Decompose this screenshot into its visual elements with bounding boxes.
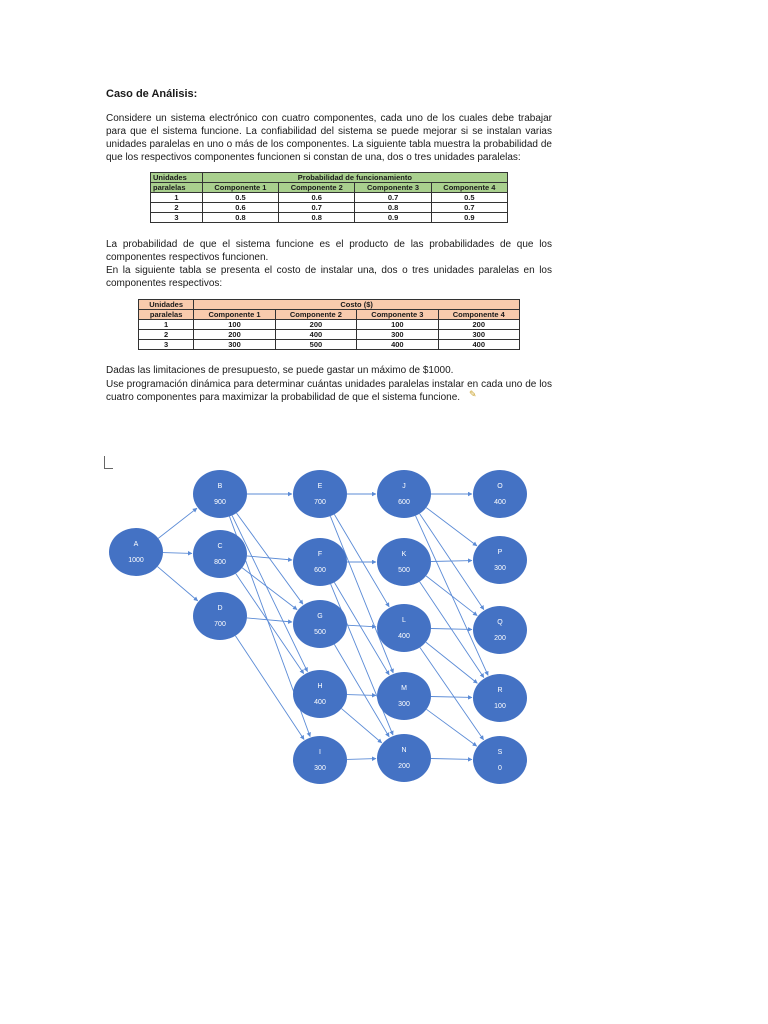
- edge-E-M: [330, 516, 393, 673]
- edge-N-S: [431, 758, 472, 759]
- table-cell: 0.8: [279, 213, 355, 223]
- edge-C-G: [242, 568, 297, 610]
- table-cell: 400: [275, 330, 356, 340]
- table-cell: 300: [357, 330, 438, 340]
- node-H: [293, 670, 347, 718]
- units-cell: 3: [151, 213, 203, 223]
- node-F: [293, 538, 347, 586]
- units-header: Unidades: [151, 173, 203, 183]
- column-header: Componente 2: [279, 183, 355, 193]
- node-circle: [473, 674, 527, 722]
- table-cell: 0.9: [431, 213, 507, 223]
- node-circle: [293, 470, 347, 518]
- units-header-2: paralelas: [151, 183, 203, 193]
- cost-intro-paragraph: En la siguiente tabla se presenta el costo de instalar una, dos o tres unidades paralelas en los componentes respectivos:: [106, 265, 552, 289]
- edge-K-Q: [426, 576, 477, 616]
- node-label: M: [401, 685, 407, 692]
- case-title: Caso de Análisis:: [106, 88, 198, 100]
- table-cell: 0.5: [202, 193, 278, 203]
- node-label: O: [497, 483, 503, 490]
- node-label: G: [317, 613, 323, 620]
- edge-D-I: [235, 636, 304, 740]
- node-value: 200: [398, 763, 410, 770]
- node-label: J: [402, 483, 406, 490]
- node-R: [473, 674, 527, 722]
- edge-H-M: [347, 695, 376, 696]
- table-cell: 0.8: [202, 213, 278, 223]
- node-P: [473, 536, 527, 584]
- node-label: C: [217, 543, 223, 550]
- intro-paragraph: Considere un sistema electrónico con cuatro componentes, cada uno de los cuales debe trabajar para que el sistema funcione. La confiabilidad del sistema se puede mejorar si se instalan varias unidades paralelas en uno o más de los componentes. La siguiente tabla muestra la probabilidad de que los respectivos componentes funcionen si constan de una, dos o tres unidades paralelas:: [106, 113, 552, 163]
- table-cell: 0.5: [431, 193, 507, 203]
- node-I: [293, 736, 347, 784]
- node-value: 600: [398, 499, 410, 506]
- pencil-icon: ✎: [469, 389, 477, 399]
- node-value: 200: [494, 635, 506, 642]
- table-cell: 300: [194, 340, 275, 350]
- node-O: [473, 470, 527, 518]
- units-cell: 2: [151, 203, 203, 213]
- units-cell: 1: [139, 320, 194, 330]
- node-value: 1000: [128, 557, 144, 564]
- node-circle: [377, 604, 431, 652]
- edge-J-P: [426, 508, 477, 546]
- node-circle: [293, 736, 347, 784]
- node-D: [193, 592, 247, 640]
- column-header: Componente 3: [357, 310, 438, 320]
- node-K: [377, 538, 431, 586]
- node-B: [193, 470, 247, 518]
- edge-A-B: [158, 508, 197, 538]
- table-cell: 200: [194, 330, 275, 340]
- edge-G-L: [347, 625, 376, 627]
- node-C: [193, 530, 247, 578]
- node-label: H: [317, 683, 323, 690]
- node-circle: [377, 470, 431, 518]
- node-label: A: [133, 541, 139, 548]
- units-header-2: paralelas: [139, 310, 194, 320]
- node-A: [109, 528, 163, 576]
- node-circle: [193, 470, 247, 518]
- node-circle: [293, 538, 347, 586]
- cost-group-header: Costo ($): [194, 300, 520, 310]
- budget-paragraph: Dadas las limitaciones de presupuesto, se puede gastar un máximo de $1000.: [106, 365, 454, 376]
- table-cell: 0.9: [355, 213, 431, 223]
- node-label: S: [497, 749, 503, 756]
- table-cell: 200: [438, 320, 519, 330]
- column-header: Componente 4: [438, 310, 519, 320]
- edge-D-G: [247, 618, 292, 622]
- table-cell: 0.7: [431, 203, 507, 213]
- node-value: 100: [494, 703, 506, 710]
- node-label: E: [317, 483, 323, 490]
- column-header: Componente 2: [275, 310, 356, 320]
- node-S: [473, 736, 527, 784]
- units-cell: 3: [139, 340, 194, 350]
- node-value: 500: [314, 629, 326, 636]
- task-paragraph: Use programación dinámica para determinar cuántas unidades paralelas instalar en cada uno de los cuatro componentes para maximizar la probabilidad de que el sistema funcione.: [106, 379, 552, 403]
- node-circle: [193, 592, 247, 640]
- node-circle: [193, 530, 247, 578]
- node-label: F: [317, 551, 323, 558]
- table-cell: 500: [275, 340, 356, 350]
- node-label: P: [497, 549, 503, 556]
- node-circle: [377, 734, 431, 782]
- column-header: Componente 1: [194, 310, 275, 320]
- node-circle: [473, 536, 527, 584]
- table-cell: 400: [357, 340, 438, 350]
- node-circle: [377, 672, 431, 720]
- edge-M-R: [431, 696, 472, 697]
- node-circle: [293, 600, 347, 648]
- table-cell: 100: [194, 320, 275, 330]
- units-cell: 1: [151, 193, 203, 203]
- table-cell: 200: [275, 320, 356, 330]
- edge-A-D: [157, 567, 197, 601]
- node-value: 800: [214, 559, 226, 566]
- node-label: D: [217, 605, 223, 612]
- column-header: Componente 1: [202, 183, 278, 193]
- node-value: 900: [214, 499, 226, 506]
- table-cell: 0.6: [279, 193, 355, 203]
- units-header: Unidades: [139, 300, 194, 310]
- table-cell: 100: [357, 320, 438, 330]
- node-circle: [473, 736, 527, 784]
- node-label: K: [401, 551, 407, 558]
- node-label: Q: [497, 619, 503, 626]
- probability-group-header: Probabilidad de funcionamiento: [202, 173, 507, 183]
- node-value: 400: [398, 633, 410, 640]
- edge-L-Q: [431, 628, 472, 629]
- node-circle: [377, 538, 431, 586]
- node-J: [377, 470, 431, 518]
- node-value: 0: [498, 765, 502, 772]
- node-label: I: [319, 749, 321, 756]
- node-label: B: [217, 483, 223, 490]
- node-label: N: [401, 747, 407, 754]
- table-cell: 0.7: [355, 193, 431, 203]
- node-value: 600: [314, 567, 326, 574]
- node-circle: [109, 528, 163, 576]
- node-circle: [293, 670, 347, 718]
- table-cell: 400: [438, 340, 519, 350]
- product-paragraph: La probabilidad de que el sistema funcione es el producto de las probabilidades de que los componentes respectivos funcionen.: [106, 239, 552, 263]
- node-L: [377, 604, 431, 652]
- edge-F-N: [331, 584, 393, 735]
- node-circle: [473, 470, 527, 518]
- node-value: 400: [494, 499, 506, 506]
- table-cell: 0.6: [202, 203, 278, 213]
- units-cell: 2: [139, 330, 194, 340]
- edge-L-R: [426, 642, 478, 683]
- node-value: 300: [314, 765, 326, 772]
- node-label: R: [497, 687, 503, 694]
- node-value: 700: [314, 499, 326, 506]
- node-circle: [473, 606, 527, 654]
- node-G: [293, 600, 347, 648]
- node-E: [293, 470, 347, 518]
- node-value: 500: [398, 567, 410, 574]
- node-label: L: [402, 617, 406, 624]
- node-Q: [473, 606, 527, 654]
- column-header: Componente 4: [431, 183, 507, 193]
- edge-K-P: [431, 561, 472, 562]
- edge-A-C: [163, 553, 192, 554]
- column-header: Componente 3: [355, 183, 431, 193]
- node-value: 400: [314, 699, 326, 706]
- edge-M-S: [426, 709, 476, 746]
- node-M: [377, 672, 431, 720]
- node-value: 700: [214, 621, 226, 628]
- edge-I-N: [347, 759, 376, 760]
- node-value: 300: [494, 565, 506, 572]
- node-value: 300: [398, 701, 410, 708]
- node-N: [377, 734, 431, 782]
- table-cell: 0.8: [355, 203, 431, 213]
- table-cell: 0.7: [279, 203, 355, 213]
- table-cell: 300: [438, 330, 519, 340]
